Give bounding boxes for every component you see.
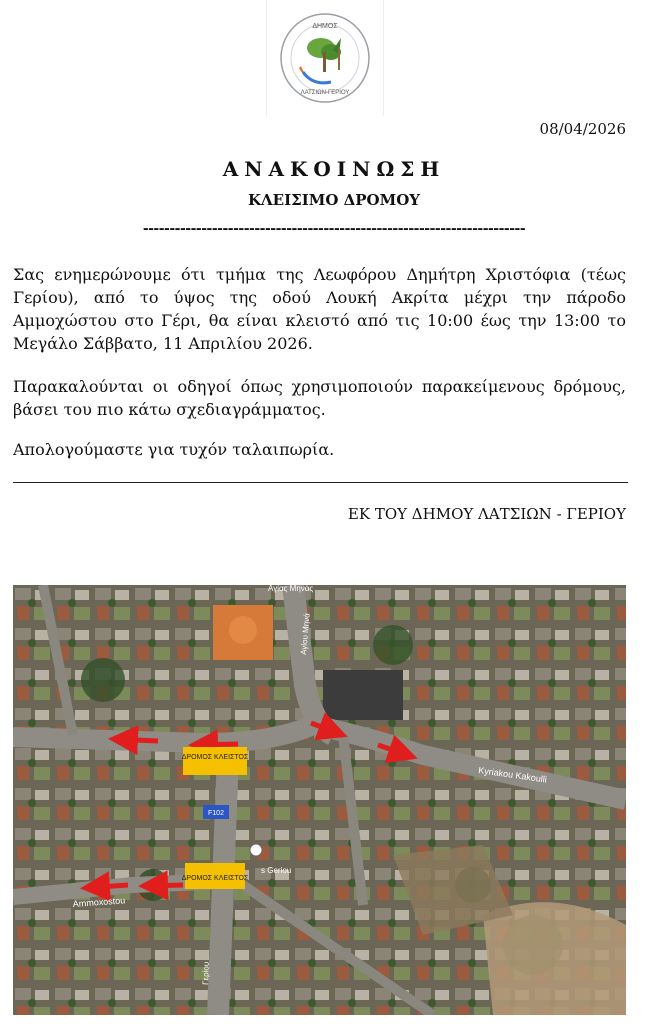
street-label-geriou: Γερίου — [201, 961, 211, 986]
closed-road-label-1: ΔΡΟΜΟΣ ΚΛΕΙΣΤΟΣ — [181, 754, 249, 761]
road-code-label: F102 — [208, 810, 224, 817]
body-paragraph-3: Απολογούμαστε για τυχόν ταλαιπωρία. — [13, 440, 335, 459]
poi-pin-icon — [250, 844, 262, 856]
logo-text-bottom: ΛΑΤΣΙΩΝ-ΓΕΡΙΟΥ — [300, 90, 350, 96]
street-label-ammoxostou: Ammoxostou — [72, 895, 126, 909]
horizontal-divider — [13, 482, 628, 483]
body-paragraph-1: Σας ενημερώνουμε ότι τμήμα της Λεωφόρου Δημήτρη Χριστόφια (τέως Γερίου), από το ύψος της οδού Λουκή Ακρίτα μέχρι την πάροδο Αμμοχώστου στο Γέρι, θα είναι κλειστό από τις 10:00 έως την 13:00 το Μεγάλο Σάββατο, 11 Απριλίου 2026. — [13, 265, 626, 353]
logo-text-top: ΔΗΜΟΣ — [312, 23, 338, 30]
street-label-kyriakou: Kyriakou Kakoulli — [477, 765, 548, 785]
street-label-agiou-mina: Αγίου Μηνά — [299, 612, 312, 656]
announcement-title: ΑΝΑΚΟΙΝΩΣΗ — [222, 157, 446, 181]
aerial-map — [13, 585, 626, 1015]
poi-label-geriou: s Geriou — [261, 866, 292, 875]
closed-road-label-2: ΔΡΟΜΟΣ ΚΛΕΙΣΤΟΣ — [181, 875, 249, 882]
dashed-separator: ------------------------------------------------------------------------ — [142, 221, 526, 237]
street-label-top: Αγίας Μηνάς — [268, 585, 314, 593]
body-paragraph-2: Παρακαλούνται οι οδηγοί όπως χρησιμοποιούν παρακείμενους δρόμους, βάσει του πιο κάτω σχεδιαγράμματος. — [13, 377, 626, 419]
closed-road-badge-1 — [183, 747, 247, 775]
announcement-subtitle: ΚΛΕΙΣΙΜΟ ΔΡΟΜΟΥ — [247, 191, 420, 209]
map-image — [13, 585, 626, 1015]
signoff: ΕΚ ΤΟΥ ΔΗΜΟΥ ΛΑΤΣΙΩΝ - ΓΕΡΙΟΥ — [347, 505, 626, 523]
announcement-date: 08/04/2026 — [539, 120, 626, 138]
logo-emblem — [275, 8, 375, 108]
municipality-logo — [266, 0, 384, 116]
